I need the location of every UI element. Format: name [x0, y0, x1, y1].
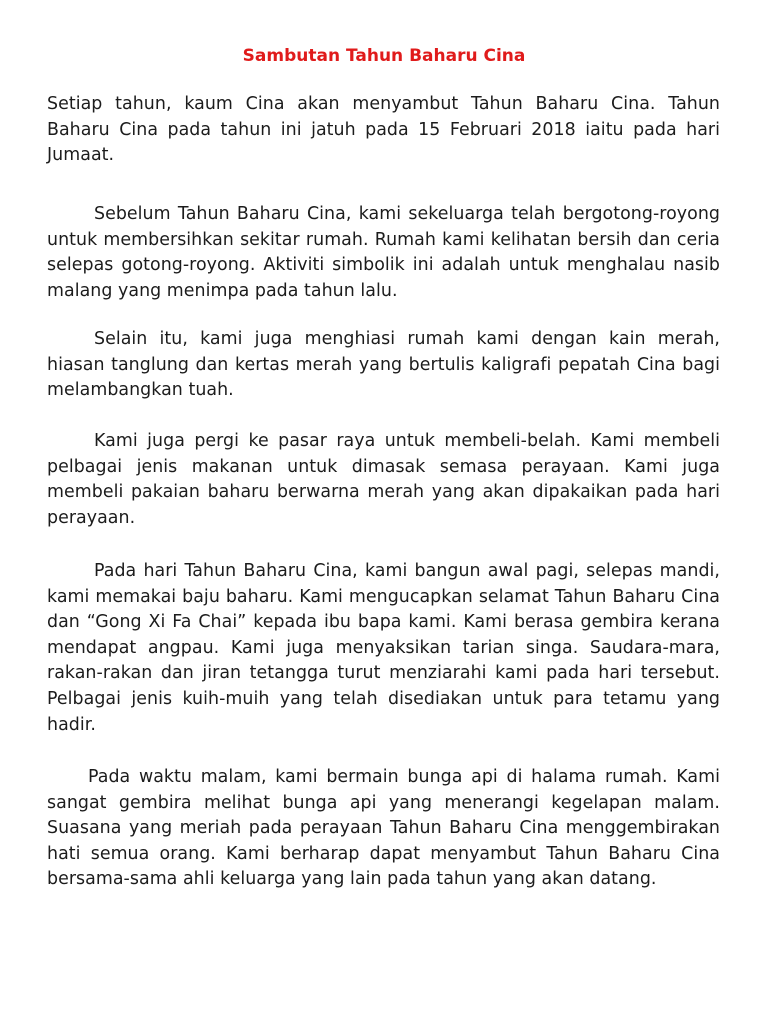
paragraph-cleaning: Sebelum Tahun Baharu Cina, kami sekeluarga telah bergotong-royong untuk membersihkan sekitar rumah. Rumah kami kelihatan bersih dan ceria selepas gotong-royong. Aktiviti simbolik ini adalah untuk menghalau nasib malang yang menimpa pada tahun lalu. [47, 204, 720, 301]
paragraph-decoration: Selain itu, kami juga menghiasi rumah kami dengan kain merah, hiasan tanglung dan kertas merah yang bertulis kaligrafi pepatah Cina bagi melambangkan tuah. [47, 329, 720, 401]
paragraph-celebration-day: Pada hari Tahun Baharu Cina, kami bangun awal pagi, selepas mandi, kami memakai baju baharu. Kami mengucapkan selamat Tahun Baharu Cina dan “Gong Xi Fa Chai” kepada ibu bapa kami. Kami berasa gembira kerana mendapat angpau. Kami juga menyaksikan tarian singa. Saudara-mara, rakan-rakan dan jiran tetangga turut menziarahi kami pada hari tersebut. Pelbagai jenis kuih-muih yang telah disediakan untuk para tetamu yang hadir. [47, 561, 720, 735]
paragraph-shopping: Kami juga pergi ke pasar raya untuk membeli-belah. Kami membeli pelbagai jenis makanan untuk dimasak semasa perayaan. Kami juga membeli pakaian baharu berwarna merah yang akan dipakaikan pada hari perayaan. [47, 431, 720, 528]
paragraph-night-fireworks: Pada waktu malam, kami bermain bunga api di halama rumah. Kami sangat gembira melihat bunga api yang menerangi kegelapan malam. Suasana yang meriah pada perayaan Tahun Baharu Cina menggembirakan hati semua orang. Kami berharap dapat menyambut Tahun Baharu Cina bersama-sama ahli keluarga yang lain pada tahun yang akan datang. [47, 767, 720, 890]
document-title: Sambutan Tahun Baharu Cina [242, 46, 526, 66]
paragraph-intro: Setiap tahun, kaum Cina akan menyambut Tahun Baharu Cina. Tahun Baharu Cina pada tahun ini jatuh pada 15 Februari 2018 iaitu pada hari Jumaat. [47, 94, 720, 166]
